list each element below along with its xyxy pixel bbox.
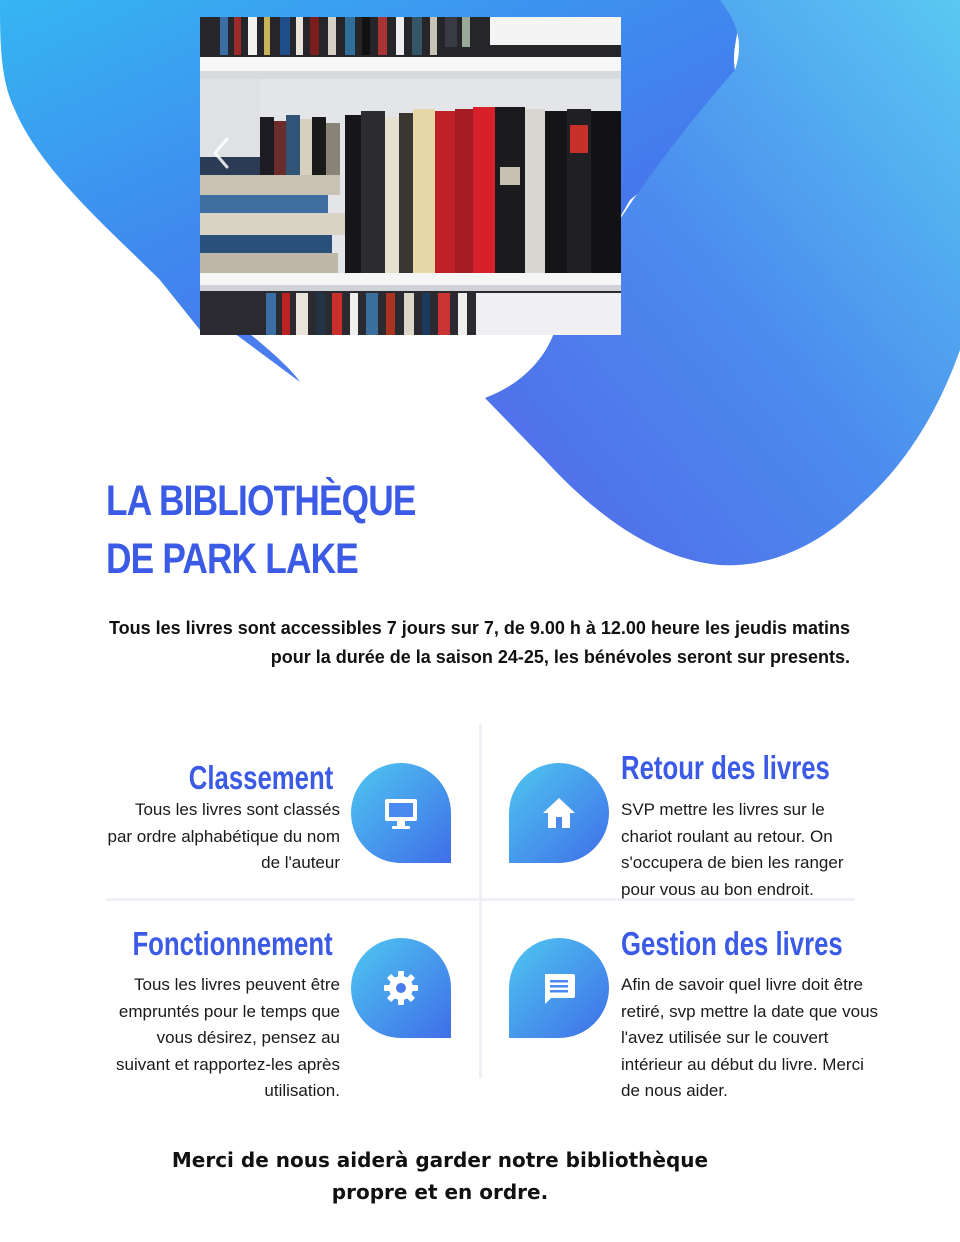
bookshelf-photo <box>200 17 621 335</box>
retour-text: SVP mettre les livres sur le chariot roulant au retour. On s'occupera de bien les ranger pour vous au bon endroit. <box>621 800 844 899</box>
gear-icon <box>381 968 421 1008</box>
fonctionnement-text: Tous les livres peuvent être empruntés pour le temps que vous désirez, pensez au suivant et rapportez-les après utilisation. <box>116 975 340 1100</box>
intro-text: Tous les livres sont accessibles 7 jours sur 7, de 9.00 h à 12.00 heure les jeudis matins pour la durée de la saison 24-25, les bénévoles seront sur presents. <box>108 618 850 667</box>
classement-title: Classement <box>188 759 333 796</box>
fonctionnement-badge <box>351 938 451 1038</box>
chevron-left-icon[interactable] <box>207 133 235 173</box>
message-icon <box>539 968 579 1008</box>
gestion-badge <box>509 938 609 1038</box>
vertical-divider <box>479 724 482 1078</box>
page-title: LA BIBLIOTHÈQUE DE PARK LAKE <box>106 477 416 583</box>
retour-title: Retour des livres <box>621 749 830 786</box>
classement-badge <box>351 763 451 863</box>
fonctionnement-title: Fonctionnement <box>132 925 333 962</box>
retour-badge <box>509 763 609 863</box>
gestion-text: Afin de savoir quel livre doit être retiré, svp mettre la date que vous l'avez utilisée sur le couvert intérieur au début du livre. Merci de nous aider. <box>621 975 879 1100</box>
gestion-title: Gestion des livres <box>621 925 843 962</box>
classement-text: Tous les livres sont classés par ordre alphabétique du nom de l'auteur <box>107 800 340 872</box>
closing-message: Merci de nous aiderà garder notre bibliothèque propre et en ordre. <box>171 1148 709 1204</box>
monitor-icon <box>381 793 421 833</box>
home-icon <box>539 793 579 833</box>
